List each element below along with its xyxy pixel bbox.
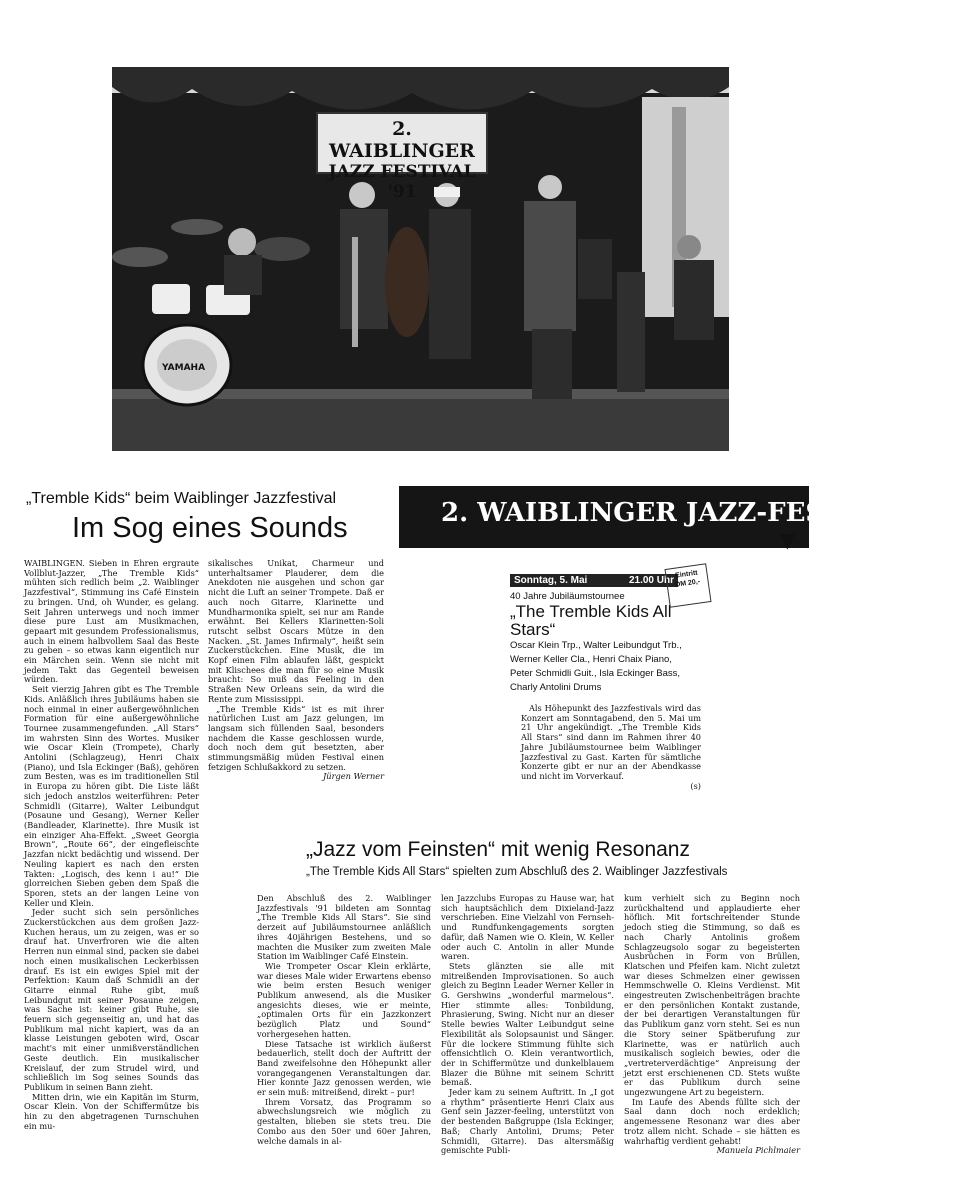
festival-ad-header: [399, 486, 966, 552]
paragraph: Wie Trompeter Oscar Klein erklärte, war dieses Male wider Erwartens ebenso wie beim ersten Besuch weniger Publikum anwesend, als die Musiker angesichts dieses, wie er meinte, „optimalen Orts für ein Jazzkonzert bezüglich Platz und Sound“ vorhergesehen hatten.: [257, 960, 431, 1039]
ad-note: [521, 704, 701, 791]
paragraph: Als Höhepunkt des Jazzfestivals wird das Konzert am Sonntagabend, den 5. Mai um 21 Uhr angekündigt. „The Tremble Kids All Stars“ sind dann im Rahmen ihrer 40 Jahre Jubiläumstournee beim Waiblinger Jazzfestival zu Gast. Karten für sämtliche Konzerte gibt er nur an der Abendkasse und nicht im Vorverkauf.: [521, 703, 701, 781]
paragraph: Jeder sucht sich sein persönliches Zuckerstückchen aus dem großen Jazz-Kuchen heraus, um zu zeigen, was er so drauf hat. Unverfroren wie die alten Herren nun einmal sind, packen sie dabei noch einen musikalischen Leckerbissen drauf. Es ist ein ewiges Spiel mit der Perfektion: Kaum daß Schmidli an der Gitarre einmal Ruhe gibt, muß Leibundgut mit seiner Posaune zeigen, was Sache ist: keiner gibt Ruhe, sie feuern sich gegenseitig an, und hat das Publikum mal nicht kapiert, was da an klasse Leistungen geboten wird, Oscar macht's mit einer unmißverständlichen Geste deutlich. Ein musikalischer Kreislauf, der zum Strudel wird, und schließlich im Sog seines Sounds das Publikum in seinen Bann zieht.: [24, 907, 199, 1092]
ad-subtitle: 40 Jahre Jubiläumstournee: [510, 591, 625, 602]
paragraph: Seit vierzig Jahren gibt es The Tremble Kids. Anläßlich ihres Jubiläums haben sie noch einmal in einer außergewöhnlichen Formation für eine außergewöhnliche Tournee zusammengefunden. „All Stars“ im wahrsten Sinn des Wortes. Musiker wie Oscar Klein (Trompete), Charly Antolini (Schlagzeug), Henri Chaix (Piano), und Isla Eckinger (Baß), gehören zum Besten, was es im traditionellen Stil in Europa zu hören gibt. Die Liste läßt sich jedoch anstzlos weiterführen: Peter Schmidli (Gitarre), Walter Leibundgut (Posaune und Gesang), Werner Keller (Bandleader, Klarinette). Ihre Musik ist ein einziger Aha-Effekt. „Sweet Georgia Brown“, „Route 66“, der eingefleischte Jazzfan nickt bedächtig und wissend. Der Neuling kapiert es nach den ersten Takten: „Logisch, des kenn i au!“ Die glorreichen Sieben geben dem Spaß die Sporen, stets an der langen Leine von Keller und Klein.: [24, 684, 199, 908]
lineup-line: Peter Schmidli Guit., Isla Eckinger Bass,: [510, 668, 681, 679]
concert-time: 21.00 Uhr: [628, 575, 674, 586]
lineup-line: Oscar Klein Trp., Walter Leibundgut Trb.,: [510, 640, 682, 651]
lineup-line: Charly Antolini Drums: [510, 682, 602, 693]
article1-byline: Jürgen Werner: [323, 771, 384, 782]
paragraph: Stets glänzten sie alle mit mitreißenden Improvisationen. So auch gleich zu Beginn Leader Werner Keller in G. Gershwins „wonderful marmelous“. Hier stimmte alles: Tonbildung, Phrasierung, Swing. Nicht nur an dieser Stelle bewies Walter Leibundgut seine Flexibilität als Solopsaunist und Sänger. Für die lockere Stimmung fühlte sich offensichtlich O. Klein verantwortlich, der in Schiffermütze und dunkelblauem Blazer die Bühne mit seinem Schritt bemaß.: [441, 960, 614, 1088]
banner-line-1: 2. WAIBLINGER: [329, 118, 475, 162]
arrow-icon: ▼: [779, 528, 795, 552]
article2-column-1: [257, 894, 431, 1146]
article1-column-2: [208, 559, 384, 782]
article1-headline: Im Sog eines Sounds: [72, 512, 348, 544]
paragraph: Diese Tatsache ist wirklich äußerst bedauerlich, stellt doch der Auftritt der Band zweifelsohne den Höhepunkt aller vorangegangenen Veranstaltungen dar. Hier konnte Jazz genossen werden, wie er sein muß: mitreißend, direkt – pur!: [257, 1038, 431, 1098]
article2-subhead: „The Tremble Kids All Stars“ spielten zum Abschluß des 2. Waiblinger Jazzfestivals: [306, 866, 728, 878]
paragraph: WAIBLINGEN. Sieben in Ehren ergraute Vollblut-Jazzer, „The Tremble Kids“ mühten sich redlich beim „2. Waiblinger Jazzfestival“, Stimmung ins Café Einstein zu bringen. Und, oh Wunder, es gelang. Seit Jahren unterwegs und noch immer diese pure Lust am Musikmachen, gepaart mit gesundem Professionalismus, auch in einem halbvollem Saal das Beste zu geben – so etwas kann eigentlich nur ein Märchen sein. Wenn sie nicht mit jedem Takt das Gegenteil beweisen würden.: [24, 558, 199, 685]
article2-column-2: [441, 894, 614, 1156]
paragraph: sikalisches Unikat, Charmeur und unterhaltsamer Plauderer, dem die Anekdoten nie ausgehen und schon gar nicht die Luft an seiner Trompete. Daß er auch noch Gitarre, Klarinette und Mundharmonika spielt, sei nur am Rande erwähnt. Bei Kellers Klarinetten-Soli rutscht selbst Oscars Mütze in den Nacken. „St. James Infirmaly“, heißt sein Zuckerstückchen. Eine Musik, die im Kopf einen Film ablaufen läßt, gespickt mit Klischees die man für so eine Musik braucht: So muß das Feeling in den Straßen New Orleans sein, da wird die Rente zum Mississippi.: [208, 558, 384, 704]
stamp-line-1: Eintritt: [674, 569, 699, 580]
lineup-line: Werner Keller Cla., Henri Chaix Piano,: [510, 654, 672, 665]
article1-column-1: [24, 559, 199, 1131]
paragraph: Jeder kam zu seinem Auftritt. In „I got a rhythm“ präsentierte Henri Claix aus Genf sein Jazzer-feeling, unterstützt von der bestenden Baßgruppe (Isla Eckinger, Baß; Charly Antolini, Drums; Peter Schmidli, Gitarre). Das altersmäßig gemischte Publi-: [441, 1087, 614, 1156]
paragraph: Im Laufe des Abends füllte sich der Saal dann doch noch erdeklich; angemessene Resonanz war dies aber trotz allem nicht. Schade – sie hätten es wahrhaftig verdient gehabt!: [624, 1096, 800, 1146]
paragraph: Mitten drin, wie ein Kapitän im Sturm, Oscar Klein. Von der Schiffermütze bis hin zu den abgetragenen Turnschuhen ein mu-: [24, 1091, 199, 1131]
stamp-line-2: DM 20,-: [674, 578, 701, 589]
banner-line-2: JAZZ FESTIVAL '91: [328, 162, 476, 202]
article2-column-3: [624, 894, 800, 1156]
article1-kicker: „Tremble Kids“ beim Waiblinger Jazzfestival: [26, 490, 337, 507]
ad-note-sign: (s): [690, 780, 701, 791]
article2-headline: „Jazz vom Feinsten“ mit wenig Resonanz: [306, 838, 690, 861]
price-stamp: [664, 563, 711, 607]
date-bar: [510, 574, 678, 587]
festival-banner: [316, 112, 488, 202]
festival-ad-title: 2. WAIBLINGER JAZZ-FESTIVAL '91: [441, 498, 966, 528]
paragraph: kum verhielt sich zu Beginn noch zurückhaltend und applaudierte eher höflich. Mit fortschreitender Stunde jedoch stieg die Stimmung, so daß es nach Charly Antolinis großem Schlagzeugsolo sogar zu begeisterten Ausbrüchen in Form von Brüllen, Klatschen und Pfeifen kam. Nicht zuletzt war dieses Schmelzen einer gewissen Hemmschwelle O. Kleins Verdienst. Mit eingestreuten Zwischenbeiträgen brachte er den persönlichen Kontakt zustande, der bei derartigen Veranstaltungen für das Publikum ganz vorn steht. Sei es nun die Story seiner Spätberufung zur Klarinette, was er natürlich auch musikalisch sogleich bewies, oder die „vertreterverdächtige“ Anpreisung der jetzt erst erschienenen CD. Stets wußte er das Publikum durch seine ungezwungene Art zu begeistern.: [624, 893, 800, 1098]
paragraph: Den Abschluß des 2. Waiblinger Jazzfestivals '91 bildeten am Sonntag „The Tremble Kids All Stars“. Sie sind derzeit auf Jubiläumstournee anläßlich ihres 40jährigen Bestehens, und so machten die Musiker zum zweiten Male Station im Waiblinger Café Einstein.: [257, 893, 431, 962]
paragraph: len Jazzclubs Europas zu Hause war, hat sich hauptsächlich dem Dixieland-Jazz verschrieben. Eine Vielzahl von Fernseh- und Rundfunkengagements sorgten dafür, daß Namen wie O. Klein, W. Keller oder auch C. Antolin in aller Munde waren.: [441, 893, 614, 962]
paragraph: „The Tremble Kids“ ist es mit ihrer natürlichen Lust am Jazz gelungen, im langsam sich füllenden Saal, besonders nachdem die Kasse geschlossen wurde, doch noch dem gut besetzten, aber stimmungsmäßig müden Festival einen fetzigen Schlußakkord zu setzen.: [208, 703, 384, 772]
concert-date: Sonntag, 5. Mai: [514, 575, 588, 586]
paragraph: Ihrem Vorsatz, das Programm so abwechslungsreich wie möglich zu gestalten, blieben sie stets treu. Die Combo aus den 50er und 60er Jahren, welche damals in al-: [257, 1096, 431, 1146]
article2-byline: Manuela Pichlmaier: [716, 1145, 800, 1156]
ad-act: „The Tremble Kids All Stars“: [510, 602, 672, 639]
drum-brand-label: YAMAHA: [162, 363, 206, 373]
